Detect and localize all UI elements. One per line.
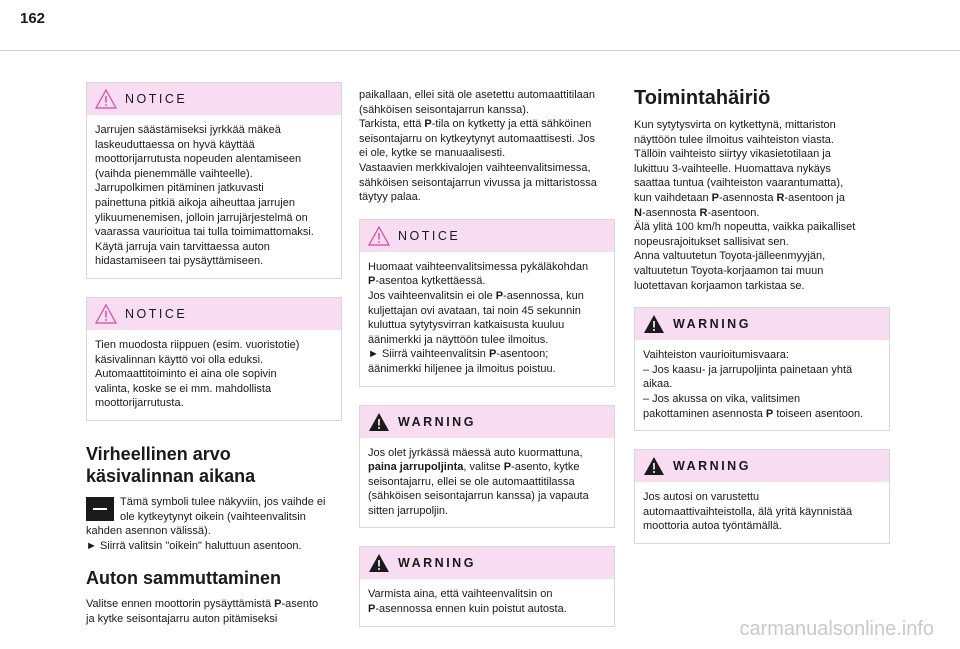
notice-text: Huomaat vaihteenvalitsimessa pykäläkohdan P-asentoa kytkettäessä. Jos vaihteenvalitsin ei ole P-asennossa, kun kuljettajan ovi avataan, tai noin 45 sekunnin kuluttua sytytysvirran katkaisusta kuuluu äänimerkki ja näyttöön tulee ilmoitus. ► Siirrä vaihteenvalitsin P-asentoon; äänimerkki hiljenee ja ilmoitus poistuu. xyxy=(368,260,589,375)
warning-title: WARNING xyxy=(398,556,476,571)
warning-text: Jos olet jyrkässä mäessä auto kuormattuna, paina jarrupoljinta, valitse P-asento, kytke seisontajarru, ellei se ole automaattitilassa (sähköisen seisontajarrun kanssa) ja vapauta sitten jarrupoljin. xyxy=(368,446,589,517)
warning-box xyxy=(634,307,890,431)
notice-header xyxy=(87,83,341,115)
section-heading: käsivalinnan aikana xyxy=(86,465,256,486)
watermark: carmanualsonline.info xyxy=(739,618,934,640)
warning-text: Jos autosi on varustettu automaattivaihteistolla, älä yritä käynnistää moottoria autoa työntämällä. xyxy=(643,491,853,533)
warning-triangle-icon xyxy=(643,314,665,334)
notice-header xyxy=(87,298,341,330)
warning-triangle-icon xyxy=(368,553,390,573)
warning-triangle-icon xyxy=(643,456,665,476)
warning-title: WARNING xyxy=(673,459,751,474)
page-number: 162 xyxy=(20,10,46,27)
section-text: Tämä symboli tulee näkyviin, jos vaihde ei xyxy=(120,495,326,508)
warning-text: Varmista aina, että vaihteenvalitsin on P-asennossa ennen kuin poistut autosta. xyxy=(368,588,567,616)
section-stop-engine xyxy=(86,567,342,626)
warning-header xyxy=(360,547,614,579)
notice-title: NOTICE xyxy=(125,92,188,106)
notice-box xyxy=(86,297,342,421)
warning-text: Vaihteiston vaurioitumisvaara: – Jos kaasu- ja jarrupoljinta painetaan yhtä aikaa. – Jos akussa on vika, valitsimen pakottaminen asennosta P toiseen asentoon. xyxy=(643,349,864,420)
warning-header xyxy=(635,450,889,482)
notice-triangle-icon xyxy=(95,304,117,324)
column-left xyxy=(86,82,342,626)
section-heading: Toimintahäiriö xyxy=(634,87,771,109)
section-text: Valitse ennen moottorin pysäyttämistä P-asento ja kytke seisontajarru auton pitämiseksi xyxy=(86,598,319,625)
notice-triangle-icon xyxy=(95,89,117,109)
column-middle xyxy=(359,88,615,641)
warning-box xyxy=(359,546,615,626)
warning-title: WARNING xyxy=(673,317,751,332)
notice-text: Tien muodosta riippuen (esim. vuoristotie) käsivalinnan käyttö voi olla eduksi. Automaattitoiminto ei aina ole sopivin valinta, koske se ei mm. mahdollista moottorijarrutusta. xyxy=(95,338,300,410)
notice-text: Jarrujen säästämiseksi jyrkkää mäkeä laskeuduttaessa on hyvä käyttää moottorijarrutusta nopeuden alentamiseen (vaihda pienemmälle vaihteelle). Jarrupolkimen pitäminen jatkuvasti painettuna pitkiä aikoja aiheuttaa jarrujen ylikuumenemisen, jolloin jarrujärjestelmä on vaarassa vaurioitua tai tulla toimimattomaksi. Käytä jarruja vain tarvittaessa auton hidastamiseen tai pysäyttämiseen. xyxy=(95,124,314,268)
column-right xyxy=(634,86,890,558)
gear-display-icon xyxy=(86,497,114,521)
warning-box xyxy=(634,449,890,544)
warning-header xyxy=(360,406,614,438)
section-text: kahden asennon välissä). ► Siirrä valitsin "oikein" haluttuun asentoon. xyxy=(86,525,302,552)
section-invalid-gear xyxy=(86,443,342,553)
warning-header xyxy=(635,308,889,340)
section-text: ole kytkeytynyt oikein (vaihteenvalitsin xyxy=(120,510,306,523)
section-heading: Auton sammuttaminen xyxy=(86,568,282,589)
notice-triangle-icon xyxy=(368,226,390,246)
warning-triangle-icon xyxy=(368,412,390,432)
notice-title: NOTICE xyxy=(125,306,188,321)
warning-title: WARNING xyxy=(398,414,476,429)
notice-title: NOTICE xyxy=(398,228,461,243)
notice-header xyxy=(360,220,614,252)
warning-box xyxy=(359,405,615,529)
notice-box xyxy=(359,219,615,387)
notice-box xyxy=(86,82,342,279)
section-text: Kun sytytysvirta on kytkettynä, mittariston näyttöön tulee ilmoitus vaihteiston viasta. Tällöin vaihteisto siirtyy vikasietotilaan ja lukittuu 3-vaihteelle. Huomattava nykäys saattaa tuntua (vaihteiston vaarantumatta), kun vaihdetaan P-asennosta R-asentoon ja N-asennosta R-asentoon. Älä ylitä 100 km/h nopeutta, vaikka paikalliset nopeusrajoitukset sallisivat sen. Anna valtuutetun Toyota-jälleenmyyjän, valtuutetun Toyota-korjaamon tai muun luotettavan korjaamon tarkistaa se. xyxy=(634,119,856,292)
section-heading: Virheellinen arvo xyxy=(86,443,231,464)
body-text: paikallaan, ellei sitä ole asetettu automaattitilaan (sähköisen seisontajarrun kanssa). Tarkista, että P-tila on kytketty ja että sähköinen seisontajarru on kytkeytynyt automaattisesti. Jos ei ole, kytke se manuaalisesti. Vastaavien merkkivalojen vaihteenvalitsimessa, sähköisen seisontajarrun vivussa ja mittaristossa täytyy palaa. xyxy=(359,89,597,204)
top-divider xyxy=(0,50,960,51)
